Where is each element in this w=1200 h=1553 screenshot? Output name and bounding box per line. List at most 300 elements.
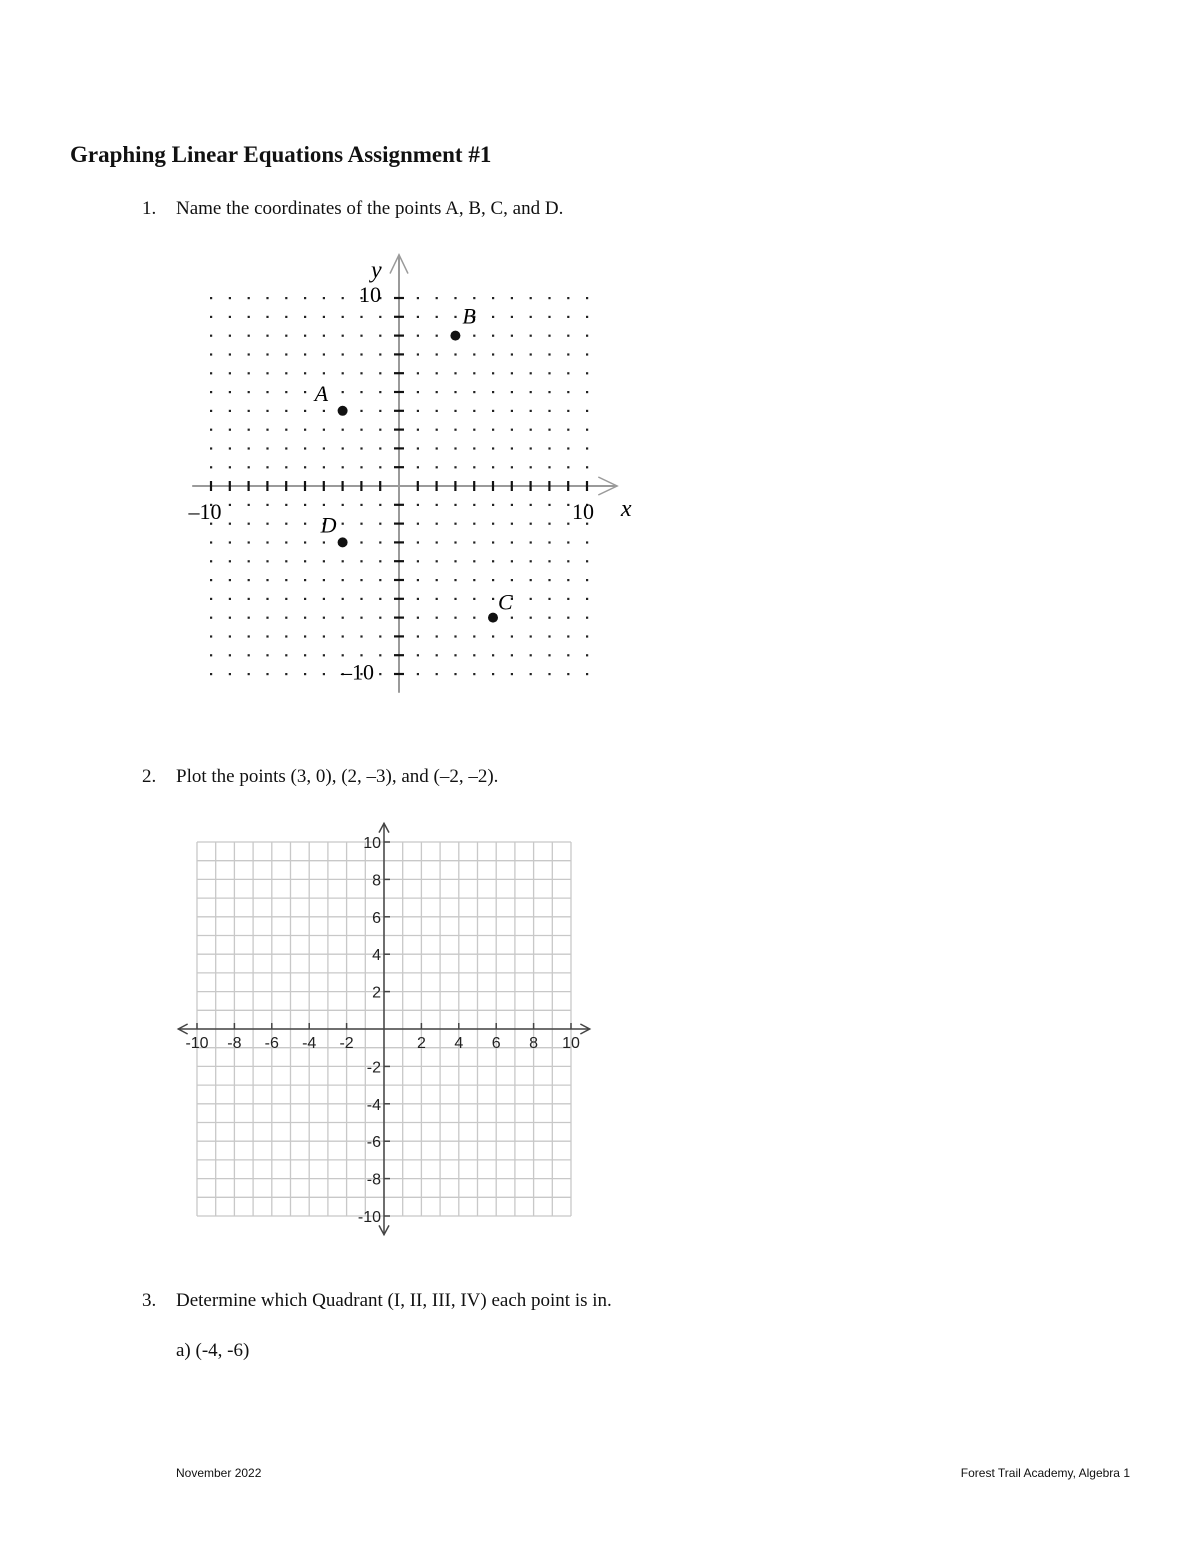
y-tick-label: 4 (372, 947, 381, 965)
grid-dot (248, 297, 250, 299)
grid-dot (548, 541, 550, 543)
grid-dot (248, 579, 250, 581)
grid-dot (454, 541, 456, 543)
grid-dot (229, 541, 231, 543)
grid-dot (417, 391, 419, 393)
grid-dot (473, 523, 475, 525)
grid-dot (342, 429, 344, 431)
grid-dot (360, 579, 362, 581)
grid-dot (248, 391, 250, 393)
grid-dot (210, 541, 212, 543)
grid-dot (323, 673, 325, 675)
grid-dot (530, 523, 532, 525)
grid-dot (548, 466, 550, 468)
x-tick-label: 4 (454, 1035, 464, 1052)
grid-dot (379, 391, 381, 393)
grid-dot (511, 673, 513, 675)
coordinate-plane-grid (170, 820, 610, 1240)
point-label-a: A (314, 380, 329, 406)
grid-dot (567, 466, 569, 468)
question-text: Name the coordinates of the points A, B, C, and D. (176, 198, 564, 219)
grid-dot (323, 297, 325, 299)
grid-dot (511, 410, 513, 412)
y-tick-label: -6 (366, 1134, 381, 1152)
grid-dot (511, 504, 513, 506)
x-tick-label: -4 (302, 1035, 317, 1052)
grid-dot (210, 654, 212, 656)
grid-dot (586, 579, 588, 581)
grid-dot (454, 410, 456, 412)
grid-dot (285, 560, 287, 562)
grid-dot (492, 598, 494, 600)
y-tick-label: -10 (357, 1209, 381, 1226)
grid-dot (304, 635, 306, 637)
x-tick-label: -8 (227, 1035, 242, 1052)
page-title: Graphing Linear Equations Assignment #1 (70, 142, 492, 167)
grid-dot (304, 372, 306, 374)
grid-dot (530, 372, 532, 374)
grid-dot (473, 598, 475, 600)
grid-dot (567, 617, 569, 619)
grid-dot (436, 335, 438, 337)
grid-dot (323, 560, 325, 562)
grid-dot (323, 316, 325, 318)
question-2 (142, 766, 498, 788)
grid-dot (342, 579, 344, 581)
grid-dot (473, 353, 475, 355)
grid-dot (266, 579, 268, 581)
x-tick-label: 10 (562, 1035, 580, 1052)
grid-dot (530, 297, 532, 299)
grid-dot (417, 410, 419, 412)
grid-dot (586, 447, 588, 449)
x-tick-label: -6 (264, 1035, 279, 1052)
grid-dot (473, 335, 475, 337)
grid-dot (379, 447, 381, 449)
grid-dot (304, 353, 306, 355)
grid-dot (285, 353, 287, 355)
grid-dot (454, 391, 456, 393)
grid-dot (304, 617, 306, 619)
grid-dot (285, 673, 287, 675)
grid-dot (567, 504, 569, 506)
y-axis-label: y (371, 257, 382, 284)
grid-dot (586, 560, 588, 562)
grid-dot (511, 617, 513, 619)
grid-dot (454, 598, 456, 600)
grid-dot (454, 316, 456, 318)
grid-dot (323, 410, 325, 412)
grid-dot (473, 372, 475, 374)
grid-dot (567, 523, 569, 525)
question-number: 3. (142, 1290, 157, 1311)
grid-dot (342, 316, 344, 318)
grid-dot (248, 335, 250, 337)
grid-dot (436, 598, 438, 600)
grid-dot (548, 635, 550, 637)
grid-dot (511, 523, 513, 525)
grid-dot (379, 673, 381, 675)
grid-dot (342, 335, 344, 337)
grid-dot (342, 523, 344, 525)
grid-dot (586, 391, 588, 393)
grid-dot (229, 654, 231, 656)
grid-dot (323, 466, 325, 468)
grid-dot (436, 353, 438, 355)
grid-dot (530, 353, 532, 355)
grid-dot (266, 541, 268, 543)
grid-dot (379, 560, 381, 562)
grid-dot (210, 598, 212, 600)
grid-dot (248, 316, 250, 318)
grid-dot (417, 429, 419, 431)
grid-dot (323, 335, 325, 337)
grid-dot (379, 410, 381, 412)
grid-dot (266, 523, 268, 525)
grid-dot (586, 410, 588, 412)
grid-dot (323, 353, 325, 355)
grid-dot (511, 447, 513, 449)
grid-dot (379, 466, 381, 468)
grid-dot (379, 523, 381, 525)
grid-dot (304, 673, 306, 675)
grid-dot (492, 541, 494, 543)
grid-dot (210, 466, 212, 468)
grid-dot (266, 617, 268, 619)
grid-dot (248, 654, 250, 656)
grid-dot (417, 617, 419, 619)
grid-dot (530, 560, 532, 562)
grid-dot (266, 372, 268, 374)
grid-dot (323, 372, 325, 374)
question-1 (142, 198, 563, 220)
grid-dot (360, 316, 362, 318)
grid-dot (567, 297, 569, 299)
grid-dot (586, 316, 588, 318)
grid-dot (567, 541, 569, 543)
grid-dot (285, 316, 287, 318)
grid-dot (304, 598, 306, 600)
grid-dot (511, 635, 513, 637)
grid-dot (530, 617, 532, 619)
grid-dot (492, 673, 494, 675)
grid-dot (417, 523, 419, 525)
grid-dot (511, 579, 513, 581)
grid-dot (229, 316, 231, 318)
x-axis-label: x (620, 496, 632, 522)
point-label-d: D (320, 512, 337, 538)
grid-dot (473, 391, 475, 393)
grid-dot (323, 579, 325, 581)
axes (178, 823, 589, 1234)
grid-dot (548, 335, 550, 337)
y-tick-label: 10 (363, 835, 381, 852)
grid-dot (454, 523, 456, 525)
grid-dot (436, 504, 438, 506)
grid-dot (511, 297, 513, 299)
grid-dot (323, 617, 325, 619)
grid-dot (210, 297, 212, 299)
grid-dot (266, 560, 268, 562)
grid-dot (229, 335, 231, 337)
grid-dot (436, 523, 438, 525)
grid-dot (248, 541, 250, 543)
point-b (450, 331, 460, 341)
grid-dot (360, 617, 362, 619)
grid-dot (417, 673, 419, 675)
grid-dot (473, 654, 475, 656)
grid-dot (417, 654, 419, 656)
grid-dot (417, 560, 419, 562)
grid-dot (511, 541, 513, 543)
grid-dot (530, 316, 532, 318)
grid-dot (473, 635, 475, 637)
y-tick-label: 6 (372, 909, 381, 927)
grid-dot (530, 391, 532, 393)
grid-dot (248, 410, 250, 412)
grid-dot (417, 353, 419, 355)
grid-dot (548, 654, 550, 656)
grid-dot (248, 598, 250, 600)
grid-dot (379, 316, 381, 318)
grid-dot (360, 466, 362, 468)
grid-dot (492, 353, 494, 355)
grid-dot (360, 372, 362, 374)
grid-dot (248, 560, 250, 562)
grid-dot (379, 335, 381, 337)
y-tick-label: -8 (366, 1171, 381, 1189)
grid-dot (511, 353, 513, 355)
grid-dot (360, 523, 362, 525)
grid-dot (473, 617, 475, 619)
grid-dot (323, 654, 325, 656)
grid-dot (492, 654, 494, 656)
grid-dot (548, 560, 550, 562)
grid-dot (210, 579, 212, 581)
y-tick-label: -2 (366, 1059, 381, 1077)
grid-dot (436, 316, 438, 318)
grid-dot (360, 391, 362, 393)
grid-dot (567, 429, 569, 431)
grid-dot (229, 297, 231, 299)
grid-dot (248, 353, 250, 355)
x-tick-label: -2 (339, 1035, 354, 1052)
grid-dot (530, 654, 532, 656)
grid-dot (248, 673, 250, 675)
grid-dot (492, 410, 494, 412)
grid-dot (229, 504, 231, 506)
grid-dot (210, 372, 212, 374)
grid-dot (492, 504, 494, 506)
grid-dot (530, 673, 532, 675)
grid-dot (379, 504, 381, 506)
question-number: 2. (142, 766, 157, 787)
grid-dot (567, 560, 569, 562)
question-text: Plot the points (3, 0), (2, –3), and (–2, –2). (176, 766, 499, 787)
grid-dot (210, 353, 212, 355)
grid-dot (417, 372, 419, 374)
grid-dot (379, 635, 381, 637)
grid-dot (436, 560, 438, 562)
point-label-c: C (498, 589, 513, 615)
grid-dot (473, 410, 475, 412)
grid-dot (530, 541, 532, 543)
grid-dot (266, 353, 268, 355)
grid-dot (492, 466, 494, 468)
grid-dot (492, 316, 494, 318)
y-tick-label: -4 (366, 1096, 381, 1114)
grid-dot (210, 429, 212, 431)
grid-dot (417, 447, 419, 449)
grid-dot (304, 523, 306, 525)
grid-dot (229, 560, 231, 562)
grid-dot (548, 598, 550, 600)
grid-dot (436, 635, 438, 637)
grid-dot (436, 617, 438, 619)
grid-dot (511, 560, 513, 562)
grid-dot (530, 504, 532, 506)
grid-dot (360, 504, 362, 506)
grid-dot (492, 560, 494, 562)
x-max-label: 10 (571, 499, 594, 524)
grid-dot (454, 617, 456, 619)
grid-dot (342, 447, 344, 449)
grid-dot (454, 297, 456, 299)
grid-dot (548, 391, 550, 393)
grid-dot (473, 560, 475, 562)
grid-dot (229, 466, 231, 468)
grid-dot (304, 654, 306, 656)
grid-dot (379, 654, 381, 656)
grid-dot (304, 316, 306, 318)
grid-dot (379, 541, 381, 543)
grid-dot (285, 541, 287, 543)
grid-dot (436, 429, 438, 431)
x-tick-label: 2 (416, 1035, 426, 1052)
grid-dot (436, 447, 438, 449)
grid-dot (379, 372, 381, 374)
grid-dot (285, 579, 287, 581)
grid-dot (304, 560, 306, 562)
grid-dot (417, 466, 419, 468)
axes (192, 255, 617, 693)
grid-dot (285, 391, 287, 393)
grid-dot (360, 410, 362, 412)
grid-dot (229, 353, 231, 355)
grid-dot (266, 316, 268, 318)
grid-dot (229, 372, 231, 374)
grid-dot (417, 316, 419, 318)
labeled-points (313, 304, 513, 623)
footer-school: Forest Trail Academy, Algebra 1 (960, 1466, 1130, 1480)
grid-dot (304, 504, 306, 506)
grid-dot (248, 504, 250, 506)
grid-dot (323, 429, 325, 431)
grid-dot (417, 541, 419, 543)
grid-dot (360, 654, 362, 656)
grid-dot (417, 504, 419, 506)
grid-dot (210, 391, 212, 393)
y-tick-label: 2 (372, 984, 381, 1002)
grid-dot (342, 297, 344, 299)
grid-dot (586, 429, 588, 431)
grid-dot (417, 297, 419, 299)
grid-dot (548, 372, 550, 374)
grid-dot (548, 523, 550, 525)
grid-dot (417, 635, 419, 637)
grid-dot (436, 654, 438, 656)
grid-dot (323, 504, 325, 506)
grid-dot (473, 447, 475, 449)
grid-dot (379, 598, 381, 600)
grid-dot (285, 654, 287, 656)
grid-dot (304, 466, 306, 468)
grid-dot (285, 335, 287, 337)
point-a (338, 406, 348, 416)
grid-dot (530, 429, 532, 431)
y-max-label: 10 (359, 281, 381, 307)
grid-dot (567, 654, 569, 656)
grid-dot (360, 447, 362, 449)
grid-dot (586, 541, 588, 543)
grid-dot (492, 429, 494, 431)
axis-labels (187, 257, 631, 684)
grid-dot (342, 617, 344, 619)
grid-dot (323, 635, 325, 637)
point-label-b: B (462, 303, 476, 329)
grid-dot (266, 429, 268, 431)
grid-dot (266, 654, 268, 656)
grid-dot (530, 410, 532, 412)
grid-dot (586, 335, 588, 337)
grid-dot (567, 316, 569, 318)
grid-dot (229, 617, 231, 619)
grid-dot (210, 617, 212, 619)
grid-dot (229, 410, 231, 412)
grid-dot (567, 579, 569, 581)
grid-dot (492, 391, 494, 393)
question-text: Determine which Quadrant (I, II, III, IV) each point is in. (176, 1290, 612, 1311)
coordinate-plane-dots (170, 245, 650, 705)
grid-dot (266, 335, 268, 337)
grid-dot (586, 598, 588, 600)
y-min-label: –10 (341, 659, 374, 685)
grid-dot (360, 335, 362, 337)
grid-dot (266, 466, 268, 468)
grid-dot (229, 673, 231, 675)
grid-dot (360, 635, 362, 637)
grid-dot (304, 579, 306, 581)
grid-dot (530, 466, 532, 468)
grid-dot (567, 335, 569, 337)
question-number: 1. (142, 198, 157, 219)
grid-dot (285, 504, 287, 506)
grid-dot (417, 598, 419, 600)
x-tick-label: 8 (529, 1035, 539, 1052)
grid-dot (266, 635, 268, 637)
grid-dot (454, 673, 456, 675)
grid-dot (511, 429, 513, 431)
grid-dot (567, 410, 569, 412)
x-tick-label: -10 (185, 1035, 209, 1052)
grid-dot (248, 447, 250, 449)
grid-dot (530, 335, 532, 337)
grid-dot (530, 579, 532, 581)
grid-dot (304, 391, 306, 393)
grid-dot (229, 598, 231, 600)
grid-dot (360, 541, 362, 543)
grid-dot (266, 297, 268, 299)
